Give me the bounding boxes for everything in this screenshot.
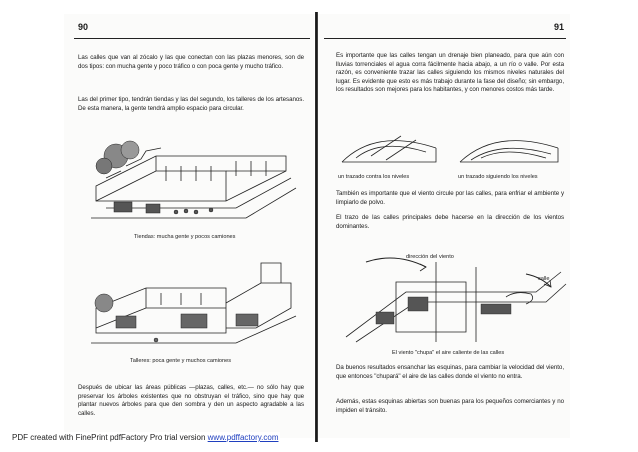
pdf-footer — [10, 432, 280, 443]
label-street: calle — [538, 276, 550, 282]
caption-against-levels: un trazado contra los niveles — [338, 174, 410, 180]
right-page — [318, 14, 570, 438]
caption-following-levels: un trazado siguiendo los niveles — [458, 174, 538, 180]
header-rule-right — [324, 38, 566, 39]
right-paragraph-3: El trazo de las calles principales debe hacerse en la dirección de los vientos dominantes. — [336, 214, 564, 230]
caption-workshops: Talleres: poca gente y muchos camiones — [130, 358, 232, 364]
page-number-right: 91 — [553, 22, 564, 32]
right-paragraph-4: Da buenos resultados ensanchar las esquinas, para cambiar la velocidad del viento, que entonces "chupará" el aire de las calles donde el viento no entra. — [336, 364, 564, 380]
right-paragraph-5: Además, estas esquinas abiertas son buenas para los pequeños comerciantes y no impiden el tránsito. — [336, 398, 564, 414]
left-paragraph-3: Después de ubicar las áreas públicas —plazas, calles, etc.— no sólo hay que preservar los árboles existentes que no obstruyan el tráfico, sino que hay que plantar nuevos árboles para que den sombra y den un aspecto agradable a las calles. — [78, 384, 304, 417]
left-paragraph-2: Las del primer tipo, tendrán tiendas y las del segundo, los talleres de los artesanos. De esta manera, la gente tendrá amplio espacio para circular. — [78, 96, 304, 112]
right-paragraph-2: También es importante que el viento circule por las calles, para enfriar el ambiente y limpiarlo de polvo. — [336, 190, 564, 206]
caption-wind-sucks-air: El viento "chupa" el aire caliente de las calles — [392, 350, 505, 356]
caption-shops: Tiendas: mucha gente y pocos camiones — [134, 234, 236, 240]
left-page — [64, 14, 314, 438]
right-paragraph-1: Es importante que las calles tengan un drenaje bien planeado, para que aún con lluvias torrenciales el agua corra fácilmente hacia abajo, a un río o valle. Por esta razón, es conveniente trazar las calles siguiendo los mismos niveles naturales del lugar. Es evidente que esto es más trabajo durante la fase del diseño; sin embargo, los resultados son mejores para los habitantes, y con menores costos más tarde. — [336, 52, 564, 94]
left-paragraph-1: Las calles que van al zócalo y las que conectan con las plazas menores, son de dos tipos: con mucha gente y poco tráfico o con poca gente y mucho tráfico. — [78, 54, 304, 70]
label-wind-direction: dirección del viento — [406, 254, 454, 260]
footer-link[interactable]: www.pdffactory.com — [207, 433, 279, 442]
shops-street-illustration — [86, 126, 298, 236]
terrain-levels-illustration — [336, 118, 564, 172]
footer-text: PDF created with FinePrint pdfFactory Pro trial version — [12, 433, 206, 442]
header-rule-left — [74, 38, 310, 39]
page-number-left: 90 — [78, 22, 89, 32]
workshops-street-illustration — [86, 248, 298, 358]
